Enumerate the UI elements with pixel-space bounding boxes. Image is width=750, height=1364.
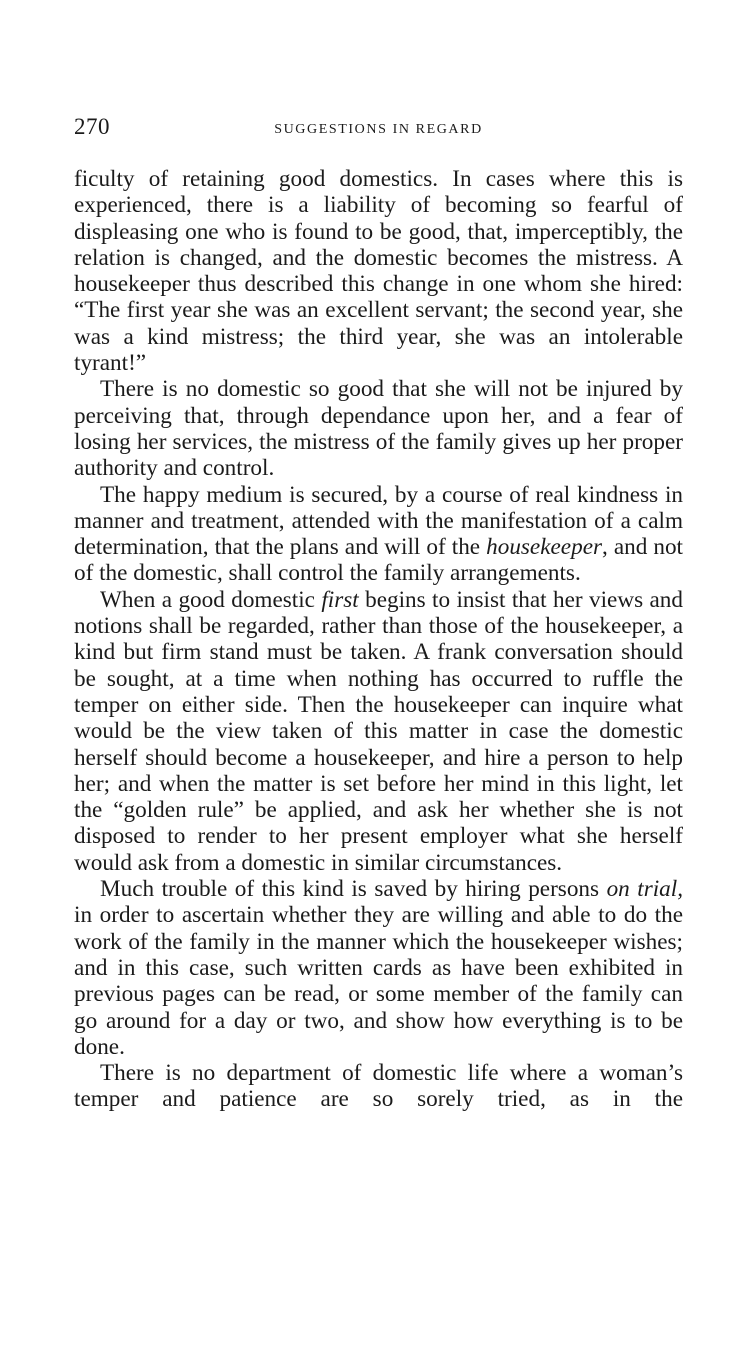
emphasis-text: housekeeper [486,534,603,561]
emphasis-text: first [321,586,359,613]
paragraph [74,376,683,481]
paragraph-text: There is no department of domestic life where a woman’s temper and patience are so sorely tried, as in the [74,1060,683,1113]
paragraph-text: Much trouble of this kind is saved by hiring persons [100,876,607,903]
paragraph [74,587,683,876]
emphasis-text: on trial, [606,876,683,903]
paragraph-text: The happy medium is secured, by a course of real kindness in manner and treatment, attended with the manifestation of a calm determination, that the plans and will of the [74,481,683,561]
paragraph-continued [74,166,683,376]
running-title: SUGGESTIONS IN REGARD [274,122,483,137]
body-text [74,166,683,1113]
paragraph [74,876,683,1060]
paragraph-text: in order to ascertain whether they are willing and able to do the work of the family in the manner which the housekeeper wishes; and in this case, such written cards as have been exhibited in previous pages can be read, or some member of the family can go around for a day or two, and show how everything is to be done. [74,902,683,1060]
paragraph-text: There is no domestic so good that she will not be injured by perceiving that, through dependance upon her, and a fear of losing her services, the mistress of the family gives up her proper authority and control. [74,376,683,482]
paragraph-text: , and not of the domestic, shall control the family arrangements. [74,534,683,587]
paragraph-text: When a good domestic [100,586,322,613]
paragraph-text: ficulty of retaining good domestics. In cases where this is experienced, there is a liability of becoming so fearful of displeasing one who is found to be good, that, imperceptibly, the relation is changed, and the domestic becomes the mistress. A housekeeper thus described this change in one whom she hired: “The first year she was an excellent servant; the second year, she was a kind mistress; the third year, she was an intolerable tyrant!” [74,166,683,377]
paragraph [74,482,683,587]
page-header [74,114,683,144]
paragraph-text: begins to insist that her views and notions shall be regarded, rather than those of the housekeeper, a kind but firm stand must be taken. A frank conversation should be sought, at a time when nothing has occurred to ruffle the temper on either side. Then the housekeeper can inquire what would be the view taken of this matter in case the domestic herself should become a housekeeper, and hire a person to help her; and when the matter is set before her mind in this light, let the “golden rule” be applied, and ask her whether she is not disposed to render to her present employer what she herself would ask from a domestic in similar circumstances. [74,586,683,876]
paragraph-continues [74,1060,683,1113]
page-number: 270 [74,114,110,139]
